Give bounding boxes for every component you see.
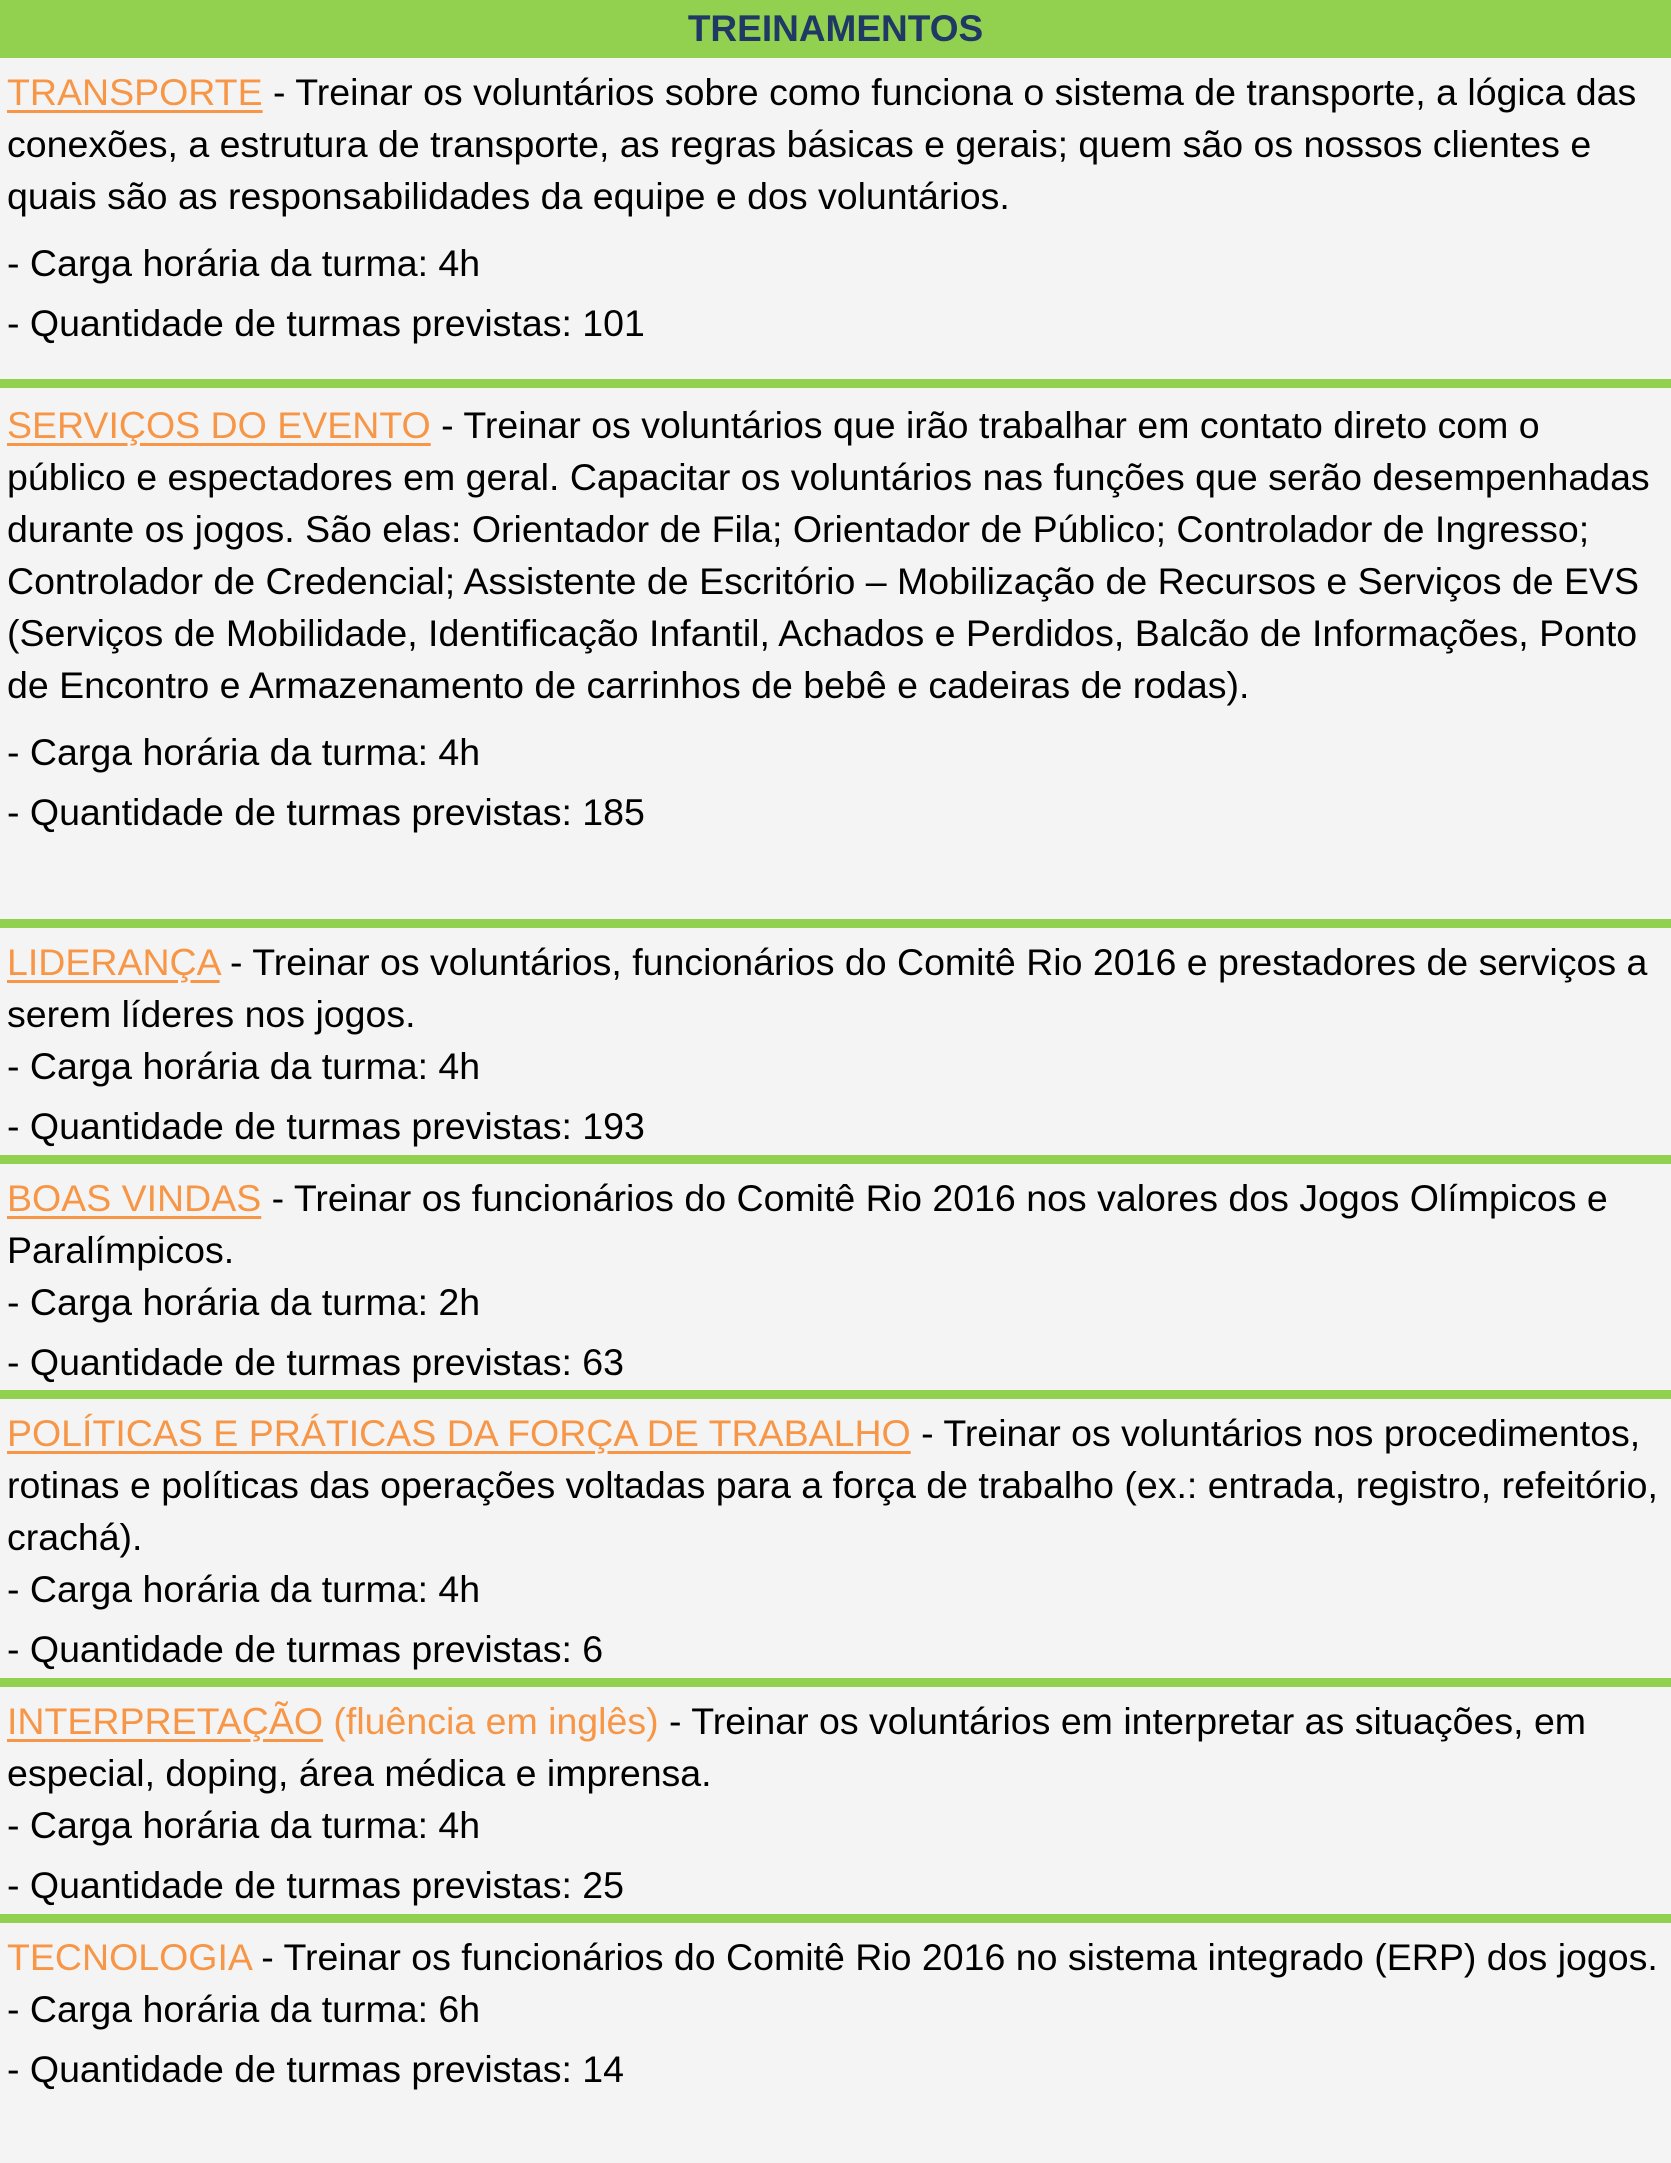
- section-title: SERVIÇOS DO EVENTO: [7, 404, 431, 446]
- section-description-paragraph: [7, 1695, 1663, 1799]
- section-title: POLÍTICAS E PRÁTICAS DA FORÇA DE TRABALHO: [7, 1412, 911, 1454]
- training-section: [0, 1687, 1671, 1923]
- page-title: TREINAMENTOS: [687, 8, 984, 49]
- section-description: - Treinar os voluntários nos procedimentos, rotinas e políticas das operações voltadas para a força de trabalho (ex.: entrada, registro, refeitório, crachá).: [7, 1412, 1658, 1558]
- section-title: BOAS VINDAS: [7, 1177, 262, 1219]
- classes-line: - Quantidade de turmas previstas: 6: [7, 1628, 604, 1670]
- section-description-paragraph: [7, 936, 1663, 1040]
- training-section: [0, 1923, 1671, 2163]
- training-section: [0, 1164, 1671, 1399]
- section-description-paragraph: [7, 66, 1663, 222]
- training-section: [0, 928, 1671, 1164]
- section-title: TRANSPORTE: [7, 71, 263, 113]
- training-section: [0, 388, 1671, 928]
- classes-line: - Quantidade de turmas previstas: 63: [7, 1341, 624, 1383]
- section-description-paragraph: [7, 1931, 1663, 1983]
- classes-line: - Quantidade de turmas previstas: 101: [7, 302, 645, 344]
- workload-line: - Carga horária da turma: 2h: [7, 1281, 481, 1323]
- classes-line: - Quantidade de turmas previstas: 25: [7, 1864, 624, 1906]
- section-description: - Treinar os voluntários em interpretar as situações, em especial, doping, área médica e imprensa.: [7, 1700, 1587, 1794]
- section-title-suffix: (fluência em inglês): [323, 1700, 659, 1742]
- section-title: TECNOLOGIA: [7, 1936, 251, 1978]
- training-list: [0, 58, 1671, 2163]
- training-section: [0, 1399, 1671, 1687]
- workload-line: - Carga horária da turma: 4h: [7, 242, 481, 284]
- section-title: LIDERANÇA: [7, 941, 220, 983]
- section-description-paragraph: [7, 1172, 1663, 1276]
- section-description: - Treinar os voluntários sobre como funciona o sistema de transporte, a lógica das conexões, a estrutura de transporte, as regras básicas e gerais; quem são os nossos clientes e quais são as responsabilidades da equipe e dos voluntários.: [7, 71, 1637, 217]
- training-section: [0, 58, 1671, 388]
- workload-line: - Carga horária da turma: 4h: [7, 1045, 481, 1087]
- section-description: - Treinar os voluntários, funcionários do Comitê Rio 2016 e prestadores de serviços a serem líderes nos jogos.: [7, 941, 1648, 1035]
- workload-line: - Carga horária da turma: 4h: [7, 1568, 481, 1610]
- section-description-paragraph: [7, 1407, 1663, 1563]
- section-description: - Treinar os funcionários do Comitê Rio 2016 nos valores dos Jogos Olímpicos e Paralímpicos.: [7, 1177, 1608, 1271]
- workload-line: - Carga horária da turma: 6h: [7, 1988, 481, 2030]
- section-description: - Treinar os funcionários do Comitê Rio 2016 no sistema integrado (ERP) dos jogos.: [250, 1936, 1658, 1978]
- section-description: - Treinar os voluntários que irão trabalhar em contato direto com o público e espectadores em geral. Capacitar os voluntários nas funções que serão desempenhadas durante os jogos. São elas: Orientador de Fila; Orientador de Público; Controlador de Ingresso; Controlador de Credencial; Assistente de Escritório – Mobilização de Recursos e Serviços de EVS (Serviços de Mobilidade, Identificação Infantil, Achados e Perdidos, Balcão de Informações, Ponto de Encontro e Armazenamento de carrinhos de bebê e cadeiras de rodas).: [7, 404, 1650, 706]
- header-bar: [0, 0, 1671, 58]
- workload-line: - Carga horária da turma: 4h: [7, 731, 481, 773]
- classes-line: - Quantidade de turmas previstas: 185: [7, 791, 645, 833]
- workload-line: - Carga horária da turma: 4h: [7, 1804, 481, 1846]
- classes-line: - Quantidade de turmas previstas: 193: [7, 1105, 645, 1147]
- classes-line: - Quantidade de turmas previstas: 14: [7, 2048, 624, 2090]
- section-description-paragraph: [7, 399, 1663, 711]
- section-title: INTERPRETAÇÃO: [7, 1700, 324, 1742]
